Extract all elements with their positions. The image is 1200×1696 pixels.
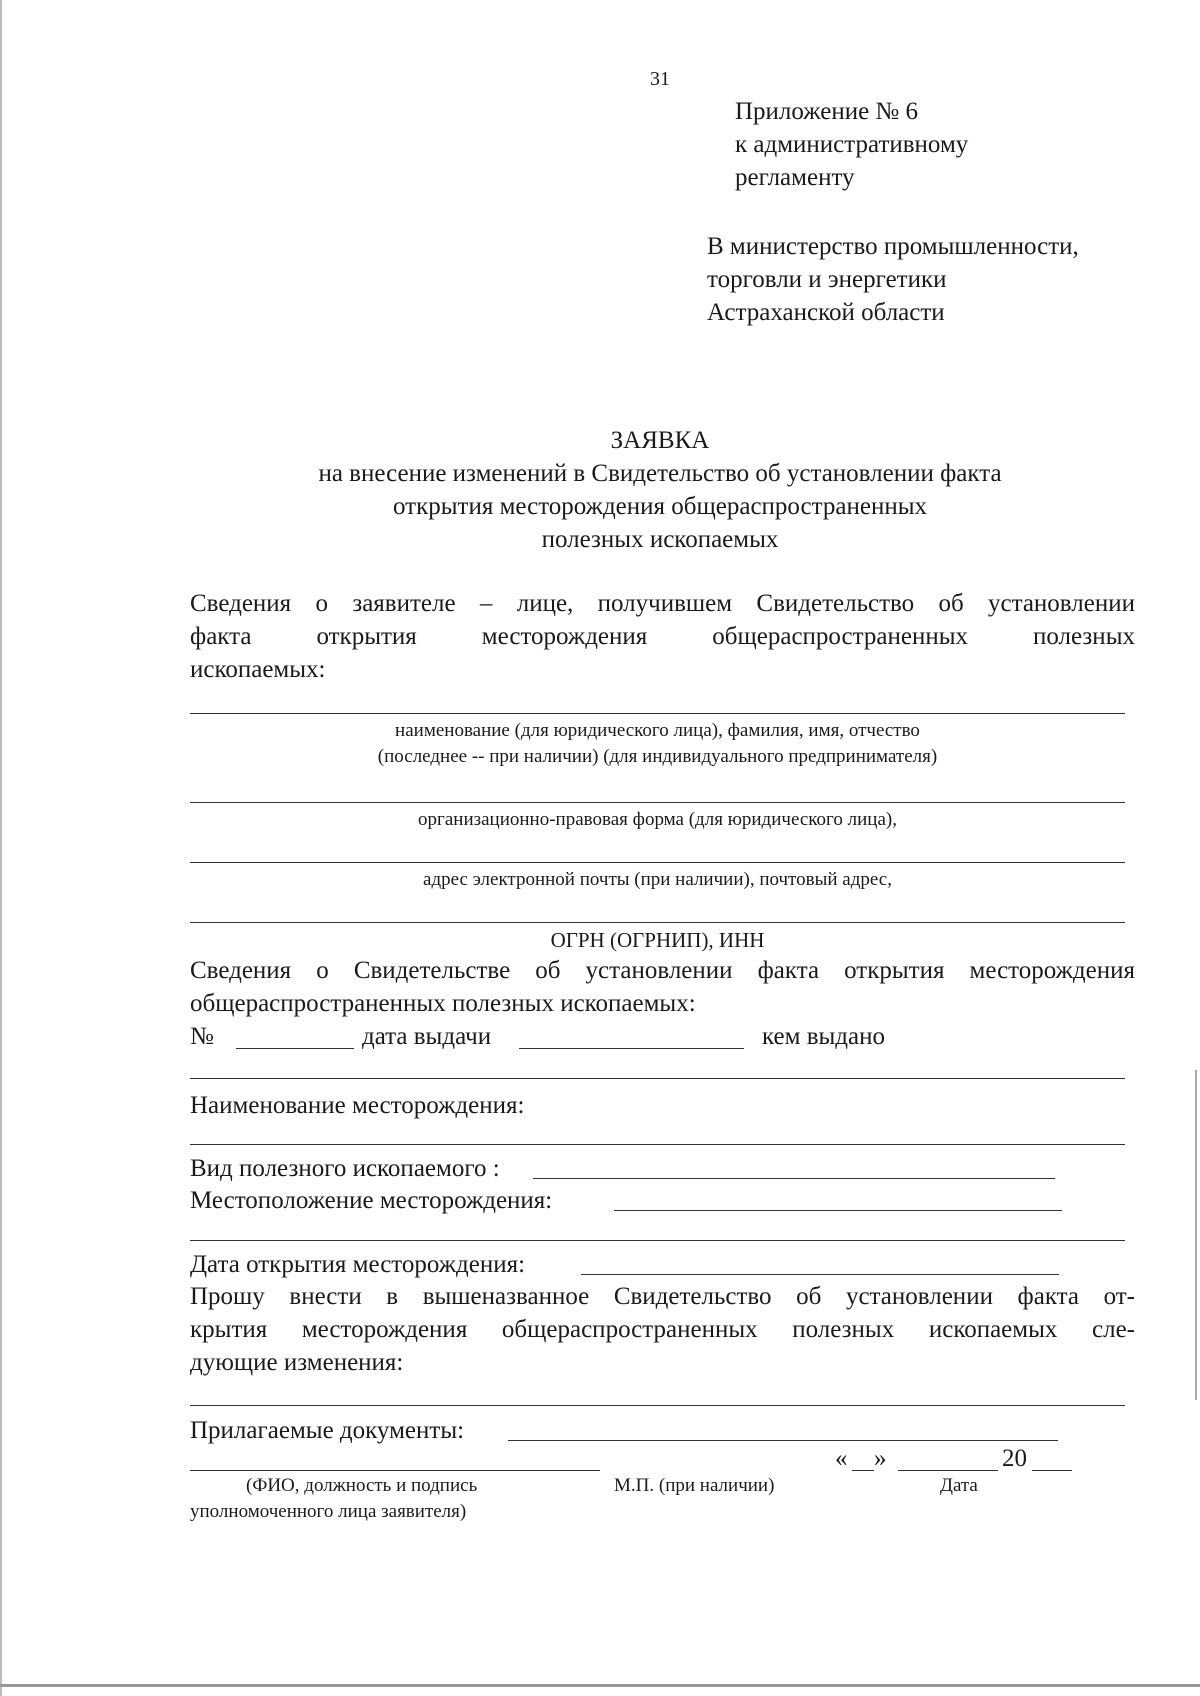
appendix-line-2: к административному <box>735 131 969 158</box>
date-year-field[interactable] <box>1032 1470 1072 1471</box>
addressee-line-3: Астраханской области <box>707 299 945 326</box>
deposit-location-field[interactable] <box>614 1210 1062 1211</box>
applicant-name-hint-2: (последнее -- при наличии) (для индивидуального предпринимателя) <box>377 746 938 767</box>
date-day-field[interactable] <box>852 1470 874 1471</box>
appendix-line-1: Приложение № 6 <box>735 98 919 125</box>
date-year-prefix: 20 <box>1002 1445 1027 1472</box>
applicant-name-field[interactable] <box>190 713 1125 714</box>
applicant-address-hint: адрес электронной почты (при наличии), почтовый адрес, <box>423 869 892 890</box>
request-line-1: Прошу внести в вышеназванное Свидетельство об установлении факта от- <box>190 1283 1135 1310</box>
deposit-location-field-2[interactable] <box>190 1240 1125 1241</box>
applicant-intro-line-3: ископаемых: <box>190 656 326 683</box>
applicant-intro-line-1: Сведения о заявителе – лице, получившем Свидетельство об установлении <box>190 590 1135 617</box>
addressee-block <box>707 230 1079 329</box>
appendix-line-3: регламенту <box>735 164 855 191</box>
attachments-field[interactable] <box>508 1440 1058 1441</box>
title-sub-3: полезных ископаемых <box>541 526 779 553</box>
deposit-location-label: Местоположение месторождения: <box>190 1187 553 1214</box>
deposit-name-field[interactable] <box>190 1144 1125 1145</box>
applicant-form-field[interactable] <box>190 802 1125 803</box>
certificate-intro <box>190 954 1135 1020</box>
title-sub-1: на внесение изменений в Свидетельство об установлении факта <box>318 460 1002 487</box>
scan-edge-left <box>0 0 2 1696</box>
certificate-issued-by-label: кем выдано <box>762 1023 885 1050</box>
date-quote-open: « <box>835 1445 848 1472</box>
seal-hint: М.П. (при наличии) <box>614 1475 775 1496</box>
opening-date-field[interactable] <box>581 1274 1059 1275</box>
certificate-date-label: дата выдачи <box>362 1023 492 1050</box>
applicant-intro-line-2: факта открытия месторождения общераспространенных полезных <box>190 623 1135 650</box>
page-number: 31 <box>650 68 670 90</box>
scan-edge-bottom <box>0 1684 1200 1687</box>
opening-date-label: Дата открытия месторождения: <box>190 1251 526 1278</box>
applicant-ogrn-hint: ОГРН (ОГРНИП), ИНН <box>550 928 765 952</box>
request-text <box>190 1280 1135 1379</box>
request-line-2: крытия месторождения общераспространенных полезных ископаемых сле- <box>190 1316 1135 1343</box>
applicant-ogrn-field[interactable] <box>190 922 1125 923</box>
appendix-block <box>735 95 968 194</box>
applicant-intro <box>190 587 1135 686</box>
certificate-intro-line-1: Сведения о Свидетельстве об установлении факта открытия месторождения <box>190 957 1135 984</box>
date-hint: Дата <box>940 1475 978 1496</box>
applicant-form-hint: организационно-правовая форма (для юридического лица), <box>418 809 897 830</box>
mineral-type-label: Вид полезного ископаемого : <box>190 1155 500 1182</box>
document-title <box>190 424 1130 556</box>
date-quote-close: » <box>874 1445 887 1472</box>
title-sub-2: открытия месторождения общераспространенных <box>392 493 927 520</box>
signature-hint-1: (ФИО, должность и подпись <box>246 1475 478 1496</box>
applicant-name-hint-1: наименование (для юридического лица), фамилия, имя, отчество <box>395 720 920 741</box>
certificate-issued-by-field[interactable] <box>190 1078 1125 1079</box>
applicant-address-field[interactable] <box>190 862 1125 863</box>
certificate-intro-line-2: общераспространенных полезных ископаемых: <box>190 990 696 1017</box>
signature-hint-2: уполномоченного лица заявителя) <box>190 1501 467 1522</box>
deposit-name-label: Наименование месторождения: <box>190 1092 525 1119</box>
attachments-label: Прилагаемые документы: <box>190 1417 465 1444</box>
request-line-3: дующие изменения: <box>190 1349 404 1376</box>
scan-edge-right <box>1195 1070 1197 1400</box>
title-main: ЗАЯВКА <box>610 427 710 454</box>
signature-hint <box>190 1473 590 1525</box>
applicant-name-hint <box>190 718 1125 770</box>
certificate-date-field[interactable] <box>519 1048 744 1049</box>
signature-field[interactable] <box>190 1470 600 1471</box>
certificate-number-field[interactable] <box>236 1048 354 1049</box>
date-month-field[interactable] <box>898 1470 998 1471</box>
addressee-line-2: торговли и энергетики <box>707 266 947 293</box>
addressee-line-1: В министерство промышленности, <box>707 233 1079 260</box>
certificate-number-label: № <box>190 1023 214 1050</box>
requested-changes-field[interactable] <box>190 1405 1125 1406</box>
mineral-type-field[interactable] <box>533 1178 1055 1179</box>
